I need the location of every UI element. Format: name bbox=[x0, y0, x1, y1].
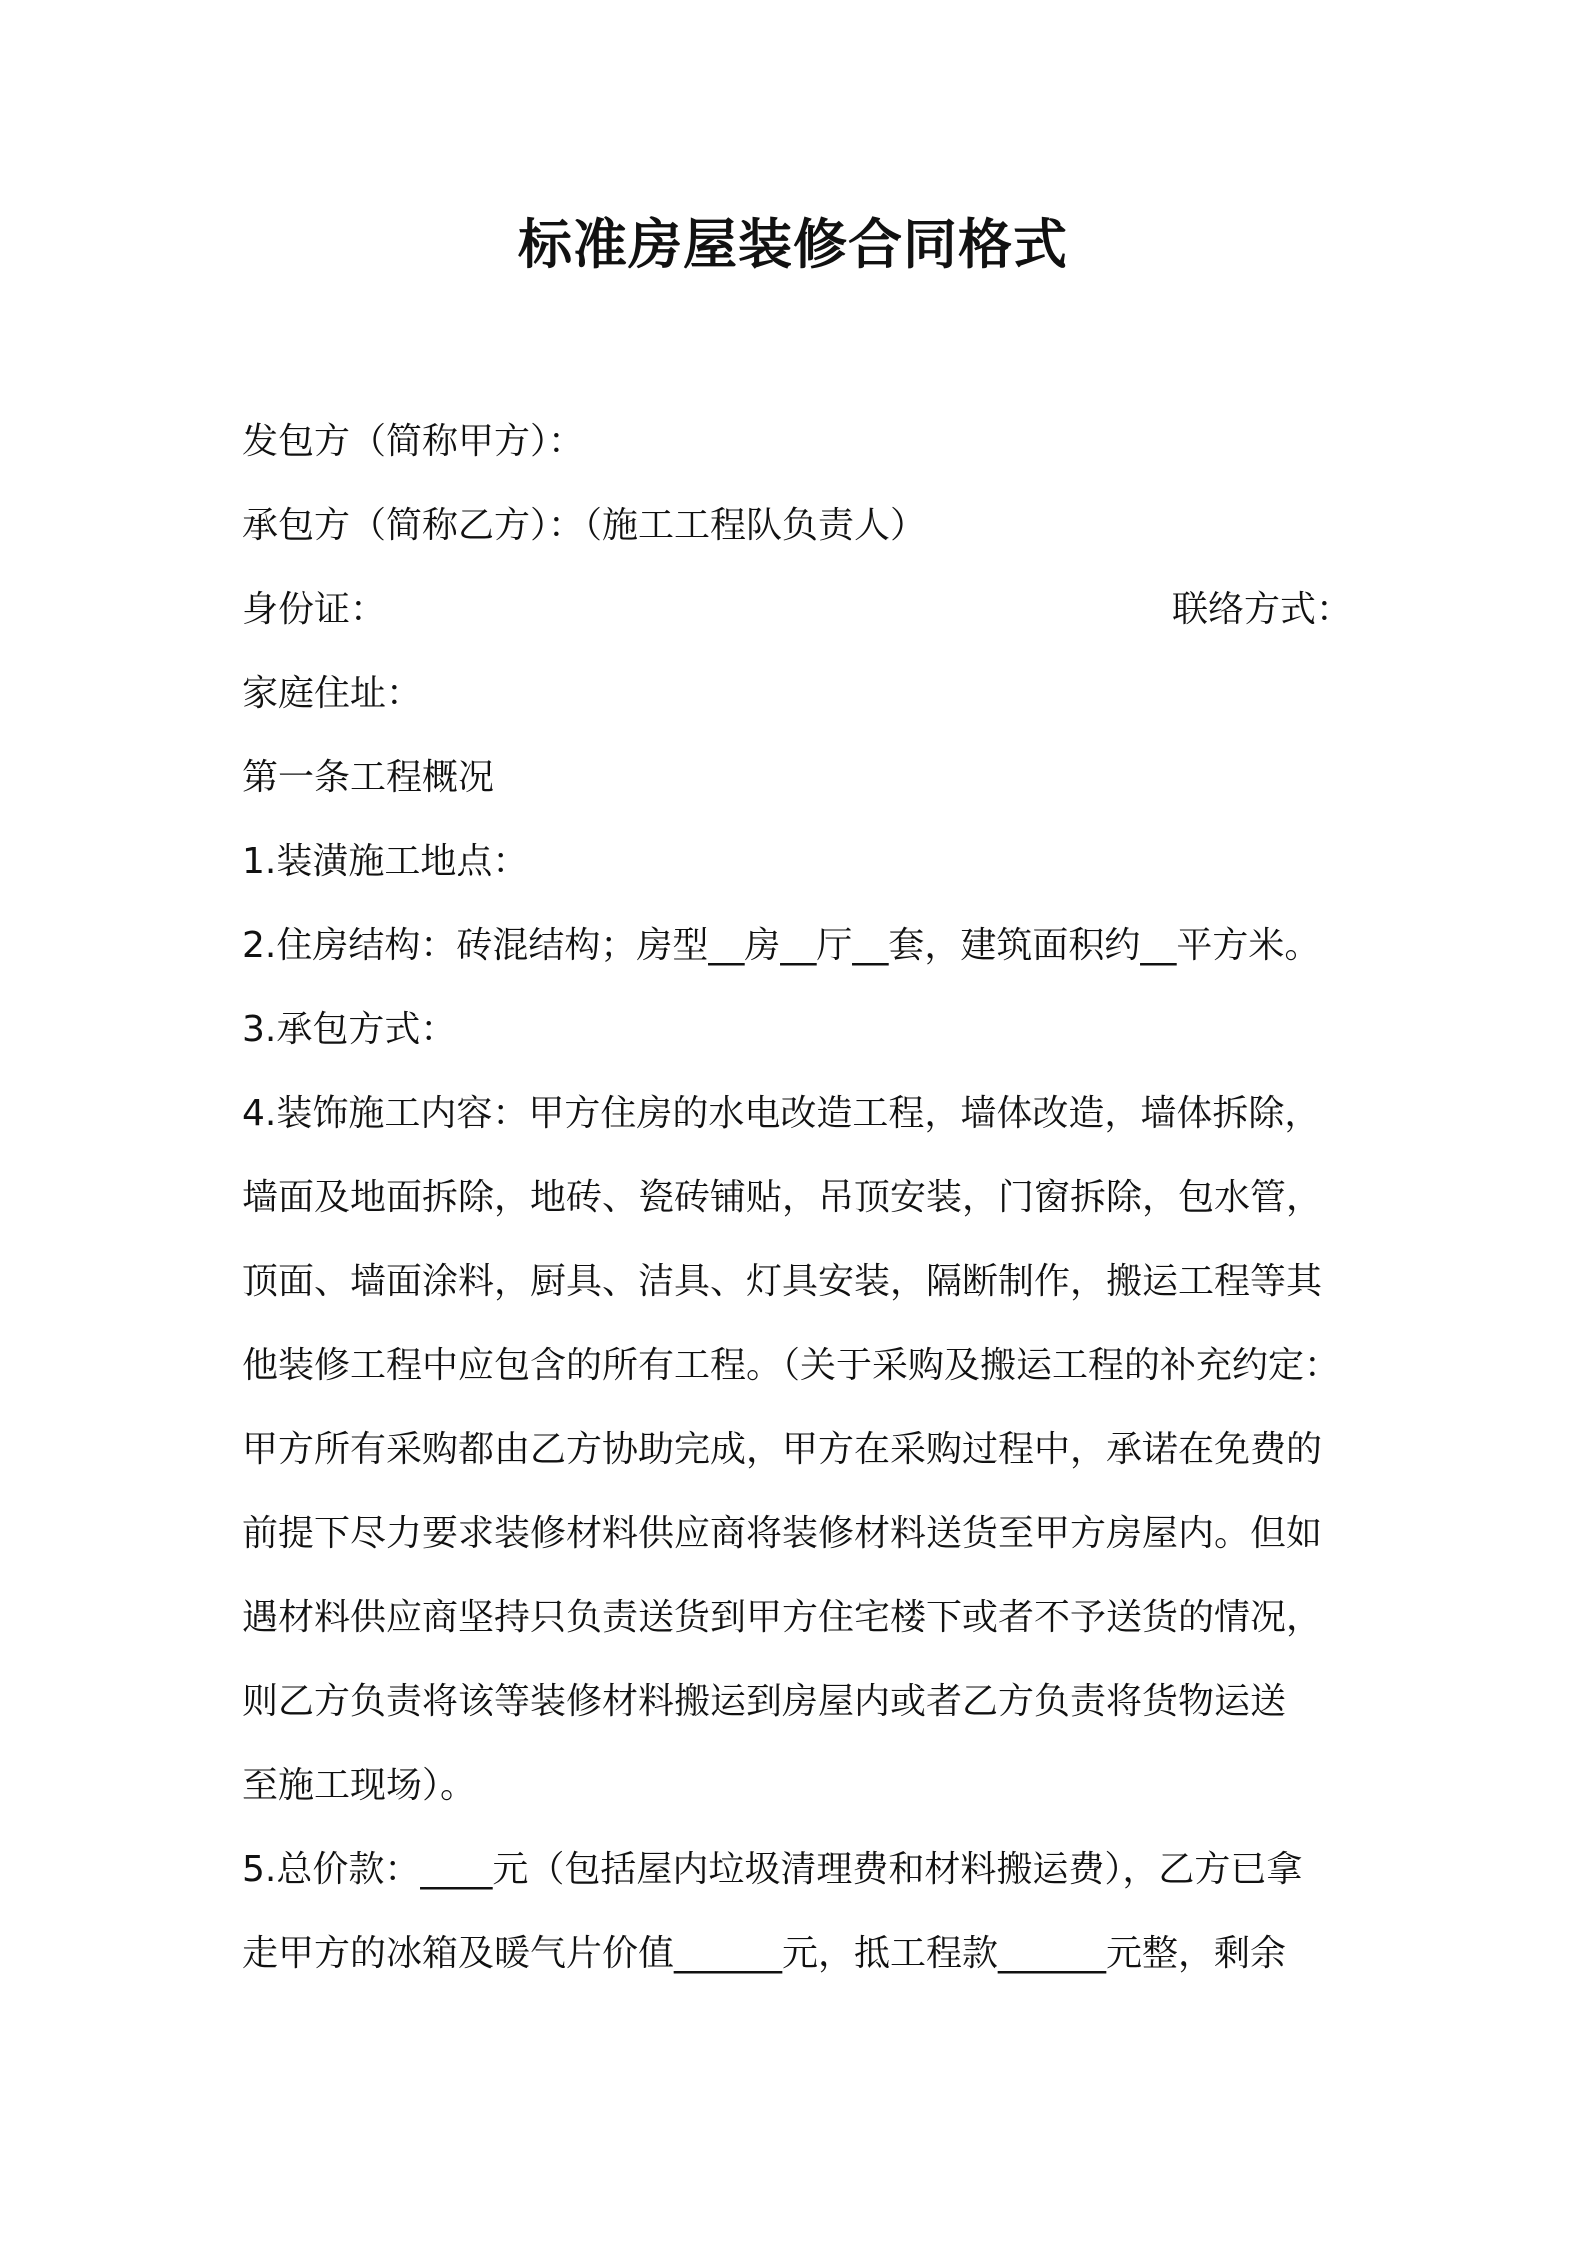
clause-1-location: 1.装潢施工地点： bbox=[242, 841, 529, 882]
contact-label: 联络方式： bbox=[1171, 589, 1352, 630]
id-contact-line bbox=[242, 568, 1352, 652]
home-address-line: 家庭住址： bbox=[242, 673, 423, 714]
clause-4-line: 顶面、墙面涂料，厨具、洁具、灯具安装，隔断制作，搬运工程等其 bbox=[242, 1261, 1323, 1302]
clause-4-line: 前提下尽力要求装修材料供应商将装修材料送货至甲方房屋内。但如 bbox=[242, 1513, 1323, 1554]
party-a-line: 发包方（简称甲方）： bbox=[242, 421, 585, 462]
clause-5-line: 5.总价款：____元（包括屋内垃圾清理费和材料搬运费），乙方已拿 bbox=[242, 1849, 1303, 1890]
clause-4-line: 他装修工程中应包含的所有工程。（关于采购及搬运工程的补充约定： bbox=[242, 1345, 1341, 1386]
article-one-heading: 第一条工程概况 bbox=[242, 757, 495, 798]
party-b-line: 承包方（简称乙方）：（施工工程队负责人） bbox=[242, 505, 927, 546]
clause-4-line: 至施工现场）。 bbox=[242, 1765, 477, 1806]
clause-5-line: 走甲方的冰箱及暖气片价值______元，抵工程款______元整，剩余 bbox=[242, 1933, 1287, 1974]
id-card-label: 身份证： bbox=[242, 589, 387, 630]
document-body bbox=[242, 400, 1352, 1996]
clause-2-structure: 2.住房结构：砖混结构；房型__房__厅__套，建筑面积约__平方米。 bbox=[242, 925, 1321, 966]
clause-4-line: 遇材料供应商坚持只负责送货到甲方住宅楼下或者不予送货的情况， bbox=[242, 1597, 1323, 1638]
clause-3-contract-method: 3.承包方式： bbox=[242, 1009, 457, 1050]
clause-4-line: 则乙方负责将该等装修材料搬运到房屋内或者乙方负责将货物运送 bbox=[242, 1681, 1287, 1722]
clause-4-line: 4.装饰施工内容：甲方住房的水电改造工程，墙体改造，墙体拆除， bbox=[242, 1093, 1321, 1134]
document-title: 标准房屋装修合同格式 bbox=[518, 213, 1068, 276]
clause-4-line: 墙面及地面拆除，地砖、瓷砖铺贴，吊顶安装，门窗拆除，包水管， bbox=[242, 1177, 1323, 1218]
clause-4-line: 甲方所有采购都由乙方协助完成，甲方在采购过程中，承诺在免费的 bbox=[242, 1429, 1323, 1470]
